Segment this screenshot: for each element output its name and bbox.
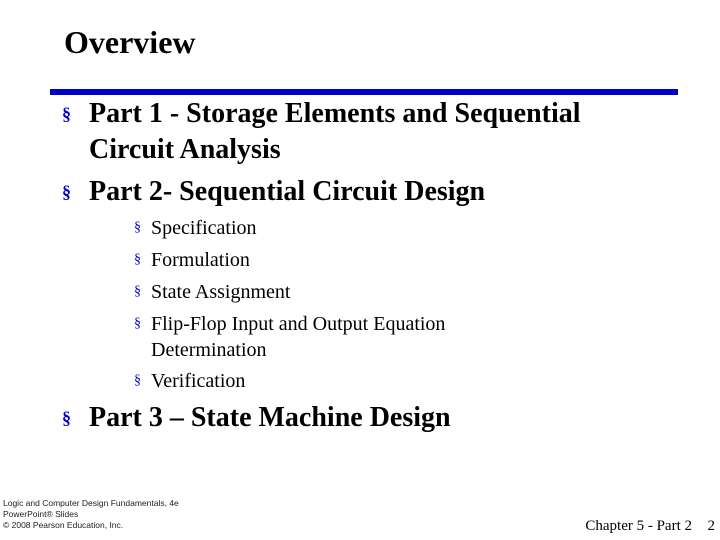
bullet-text: Part 1 - Storage Elements and Sequential	[89, 98, 581, 129]
bullet-marker: §	[62, 408, 71, 428]
bullet-marker: §	[134, 316, 141, 331]
bullet-marker: §	[134, 252, 141, 267]
bullet-marker: §	[62, 182, 71, 202]
bullet-marker: §	[62, 104, 71, 124]
bullet-part-1	[62, 96, 581, 168]
sub-bullet-specification	[134, 215, 257, 241]
sub-bullet-text: Flip-Flop Input and Output Equation	[151, 313, 446, 335]
footer-copyright-line: © 2008 Pearson Education, Inc.	[3, 520, 124, 530]
footer-book-title: Logic and Computer Design Fundamentals, 4e	[3, 498, 179, 508]
bullet-marker: §	[134, 284, 141, 299]
sub-bullet-text: Verification	[151, 370, 246, 392]
title-underline	[50, 89, 678, 95]
sub-bullet-flip-flop-equations	[134, 311, 445, 363]
footer-slides-label: PowerPoint® Slides	[3, 509, 79, 519]
bullet-text: Part 3 – State Machine Design	[89, 402, 451, 433]
page-number: 2	[707, 518, 715, 534]
slide-title: Overview	[64, 24, 196, 60]
bullet-part-3	[62, 400, 451, 436]
sub-bullet-state-assignment	[134, 279, 290, 305]
bullet-text-continued: Circuit Analysis	[89, 134, 281, 165]
sub-bullet-formulation	[134, 247, 250, 273]
bullet-part-2	[62, 174, 485, 210]
bullet-marker: §	[134, 220, 141, 235]
sub-bullet-text: State Assignment	[151, 281, 291, 303]
bullet-text: Part 2- Sequential Circuit Design	[89, 176, 486, 207]
footer-copyright	[3, 498, 179, 531]
sub-bullet-text-continued: Determination	[151, 339, 267, 361]
bullet-marker: §	[134, 373, 141, 388]
sub-bullet-verification	[134, 368, 245, 394]
sub-bullet-text: Specification	[151, 217, 257, 239]
footer-chapter: Chapter 5 - Part 2	[585, 518, 692, 534]
sub-bullet-text: Formulation	[151, 249, 250, 271]
